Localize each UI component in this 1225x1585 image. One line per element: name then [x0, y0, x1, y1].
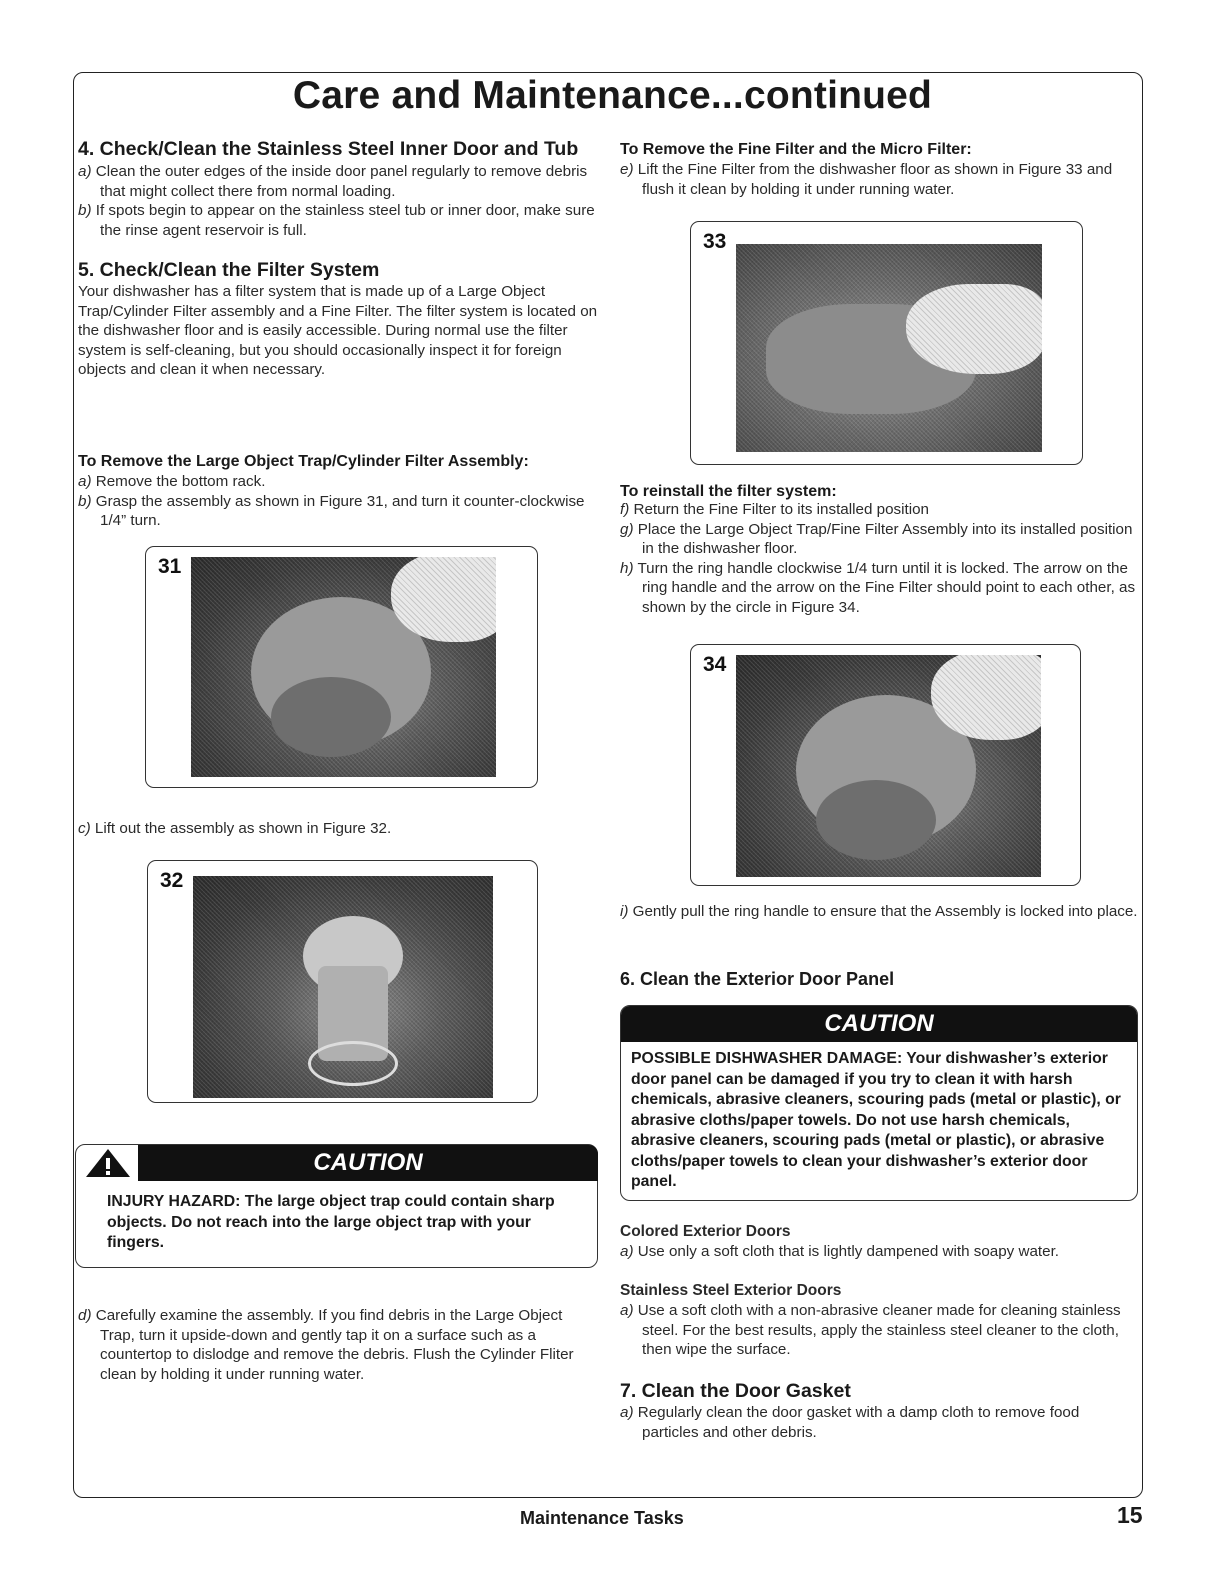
- item-letter: b): [78, 202, 92, 219]
- item-letter: f): [620, 501, 630, 518]
- caution-text: POSSIBLE DISHWASHER DAMAGE: Your dishwasher’s exterior door panel can be damaged if you try to clean it with harsh chemicals, abrasive cleaners, scouring pads (metal or plastic), or abrasive cloths/paper towels. Do not use harsh chemicals, abrasive cleaners, scouring pads (metal or plastic), or abrasive cloths/paper towels to clean your dishwasher’s exterior door panel.: [631, 1050, 1121, 1190]
- item-text: Lift the Fine Filter from the dishwasher floor as shown in Figure 33 and flush it clean by holding it under running water.: [637, 161, 1113, 198]
- figure-33: [690, 221, 1083, 465]
- figure-number: 31: [158, 555, 182, 578]
- reinstall-list: [620, 500, 1140, 617]
- section-7-item: [620, 1403, 1140, 1442]
- item-letter: a): [620, 1243, 634, 1260]
- figure-31-photo: [191, 557, 496, 777]
- item-letter: g): [620, 520, 634, 538]
- caution-banner: CAUTION: [621, 1006, 1137, 1042]
- filter-base: [816, 780, 936, 860]
- item-text: Return the Fine Filter to its installed position: [633, 501, 929, 518]
- list-item: [620, 500, 1140, 520]
- item-letter: h): [620, 559, 634, 577]
- caution-text: INJURY HAZARD: The large object trap could contain sharp objects. Do not reach into the large object trap with your fingers.: [107, 1193, 555, 1251]
- item-letter: i): [620, 903, 629, 920]
- steel-doors-item: [620, 1301, 1140, 1360]
- item-e: [620, 160, 1140, 199]
- colored-doors-item: [620, 1242, 1140, 1262]
- section-7-heading: 7. Clean the Door Gasket: [620, 1380, 851, 1402]
- caution-box-injury: [75, 1144, 598, 1268]
- caution-box-damage: [620, 1005, 1138, 1201]
- item-text: Remove the bottom rack.: [95, 473, 266, 490]
- item-text: Grasp the assembly as shown in Figure 31, and turn it counter-clockwise 1/4” turn.: [95, 492, 585, 529]
- page-number: 15: [1117, 1502, 1143, 1528]
- footer-section-title: Maintenance Tasks: [520, 1508, 684, 1528]
- figure-32-photo: [193, 876, 493, 1098]
- item-d: [78, 1306, 598, 1384]
- item-text: If spots begin to appear on the stainless steel tub or inner door, make sure the rinse agent reservoir is full.: [95, 202, 595, 239]
- item-letter: c): [78, 820, 91, 837]
- list-item: [78, 201, 603, 240]
- list-item: [78, 162, 603, 201]
- warning-triangle-icon: [80, 1147, 136, 1179]
- item-text: Regularly clean the door gasket with a damp cloth to remove food particles and other debris.: [637, 1404, 1080, 1441]
- item-text: Carefully examine the assembly. If you find debris in the Large Object Trap, turn it upside-down and gently tap it on a surface such as a countertop to dislodge and remove the debris. Flush the Cylinder Fliter clean by holding it under running water.: [95, 1307, 574, 1383]
- item-letter: e): [620, 161, 634, 178]
- figure-34-photo: [736, 655, 1041, 877]
- figure-32: [147, 860, 538, 1103]
- section-5-heading: 5. Check/Clean the Filter System: [78, 259, 380, 281]
- item-text: Turn the ring handle clockwise 1/4 turn until it is locked. The arrow on the ring handle and the arrow on the Fine Filter should point to each other, as shown by the circle in Figure 34.: [637, 559, 1136, 616]
- item-letter: a): [78, 163, 92, 180]
- section-6-heading: 6. Clean the Exterior Door Panel: [620, 969, 895, 989]
- filter-ring: [308, 1041, 398, 1086]
- item-text: Gently pull the ring handle to ensure that the Assembly is locked into place.: [632, 903, 1138, 920]
- list-item: [620, 520, 1140, 559]
- remove-fine-filter-heading: To Remove the Fine Filter and the Micro Filter:: [620, 141, 972, 158]
- section-5-body: Your dishwasher has a filter system that is made up of a Large Object Trap/Cylinder Filter assembly and a Fine Filter. The filter system is located on the dishwasher floor and is easily accessible. During normal use the filter system is self-cleaning, but you should occasionally inspect it for foreign objects and clean it when necessary.: [78, 283, 598, 378]
- reinstall-heading: To reinstall the filter system:: [620, 483, 837, 500]
- section-4-heading: 4. Check/Clean the Stainless Steel Inner Door and Tub: [78, 138, 579, 160]
- figure-31: [145, 546, 538, 788]
- figure-34: [690, 644, 1081, 886]
- gloved-hand: [906, 284, 1042, 374]
- figure-33-photo: [736, 244, 1042, 452]
- steel-doors-heading: Stainless Steel Exterior Doors: [620, 1282, 842, 1299]
- remove-assembly-list: [78, 472, 603, 531]
- item-text: Clean the outer edges of the inside door panel regularly to remove debris that might collect there from normal loading.: [95, 163, 588, 200]
- page-title: Care and Maintenance...continued: [292, 74, 933, 117]
- caution-banner: CAUTION: [138, 1145, 598, 1181]
- item-letter: a): [620, 1302, 634, 1319]
- remove-assembly-heading: To Remove the Large Object Trap/Cylinder Filter Assembly:: [78, 453, 529, 470]
- item-c: [78, 819, 603, 839]
- item-letter: a): [620, 1404, 634, 1421]
- colored-doors-heading: Colored Exterior Doors: [620, 1223, 791, 1240]
- figure-number: 32: [160, 869, 184, 892]
- list-item: [620, 559, 1140, 618]
- figure-number: 34: [703, 653, 727, 676]
- filter-base: [271, 677, 391, 757]
- item-letter: d): [78, 1307, 92, 1324]
- figure-number: 33: [703, 230, 727, 253]
- item-i: [620, 902, 1140, 922]
- list-item: [78, 492, 603, 531]
- item-text: Use only a soft cloth that is lightly dampened with soapy water.: [637, 1243, 1060, 1260]
- item-text: Use a soft cloth with a non-abrasive cleaner made for cleaning stainless steel. For the best results, apply the stainless steel cleaner to the cloth, then wipe the surface.: [637, 1302, 1121, 1358]
- list-item: [78, 472, 603, 492]
- item-letter: a): [78, 473, 92, 490]
- item-text: Lift out the assembly as shown in Figure 32.: [94, 820, 392, 837]
- item-text: Place the Large Object Trap/Fine Filter Assembly into its installed position in the dishwasher floor.: [637, 520, 1133, 557]
- item-letter: b): [78, 492, 92, 510]
- section-4-list: [78, 162, 603, 240]
